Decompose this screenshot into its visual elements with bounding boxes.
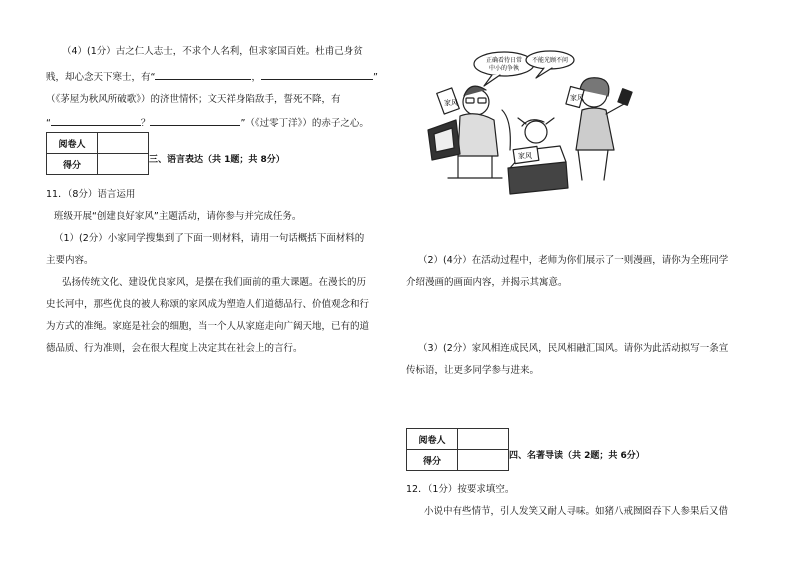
reader-label: 阅卷人	[47, 133, 98, 154]
q4-line-2-text: 贱，却心念天下寒士，有“	[46, 72, 156, 83]
box	[508, 162, 568, 194]
answer-blank-1[interactable]	[155, 70, 251, 80]
answer-blank-3[interactable]	[51, 116, 141, 126]
score-label: 得分	[407, 450, 458, 471]
score-value-cell[interactable]	[98, 154, 149, 175]
q11-intro: 班级开展“创建良好家风”主题活动，请你参与并完成任务。	[54, 211, 302, 222]
material-line-4: 德品质、行为准则，会在很大程度上决定其在社会上的言行。	[46, 343, 303, 354]
q4-comma: ，	[251, 72, 261, 83]
score-value-cell[interactable]	[458, 450, 509, 471]
material-line-1: 弘扬传统文化、建设优良家风，是摆在我们面前的重大课题。在漫长的历	[62, 277, 367, 288]
q4-close-quote: ”	[372, 72, 378, 83]
speech-bubble-left	[474, 52, 534, 76]
section-3-title: 三、语言表达（共 1题；共 8分）	[149, 155, 285, 165]
q4-question-mark: ？	[140, 118, 151, 129]
score-label: 得分	[47, 154, 98, 175]
q4-line-2	[46, 70, 378, 84]
q12-line-1: 小说中有些情节，引人发笑又耐人寻味。如猪八戒囫囵吞下人参果后又借	[424, 506, 729, 517]
q4-line-1: （4）(1分）古之仁人志士，不求个人名利，但求家国百姓。杜甫己身贫	[62, 46, 363, 57]
bubble-left-text-2: 中小的争執	[488, 65, 520, 72]
q11-2-line-1: （2）(4分）在活动过程中，老师为你们展示了一则漫画，请你为全班同学	[418, 255, 729, 266]
mallet-icon	[618, 89, 632, 106]
bubble-right-text: 不能光顾不问	[531, 57, 569, 64]
q4-line-4-tail: ”（《过零丁洋》）的赤子之心。	[240, 118, 369, 129]
q11-1-line-1: （1）(2分）小家同学搜集到了下面一则材料，请用一句话概括下面材料的	[54, 233, 365, 244]
bubble-left-text-1: 正确看待日常	[485, 57, 523, 64]
q11-1-line-2: 主要内容。	[46, 255, 94, 266]
boy-head	[525, 121, 547, 143]
q12-title: 12．（1分）按要求填空。	[406, 484, 515, 495]
section-4-title: 四、名著导读（共 2题；共 6分）	[509, 451, 645, 461]
reader-value-cell[interactable]	[458, 429, 509, 450]
q11-3-line-1: （3）(2分）家风相连成民风，民风相融汇国风。请你为此活动拟写一条宣	[418, 343, 729, 354]
q11-title: 11．（8分）语言运用	[46, 189, 136, 200]
material-line-2: 史长河中，那些优良的被人称颂的家风成为塑造人们道德品行、价值观念和行	[46, 299, 370, 310]
q11-3-line-2: 传标语，让更多同学参与进来。	[406, 365, 540, 376]
sign-left-text: 家风	[444, 99, 458, 107]
q4-open-quote: “	[46, 118, 51, 129]
q4-line-3: （《茅屋为秋风所破歌》）的济世情怀；文天祥身陷敌手，誓死不降，有	[46, 94, 341, 105]
q4-line-4	[46, 116, 369, 130]
answer-blank-4[interactable]	[150, 116, 240, 126]
reader-value-cell[interactable]	[98, 133, 149, 154]
answer-blank-2[interactable]	[261, 70, 373, 80]
score-box-section-4	[406, 428, 509, 471]
score-box-section-3	[46, 132, 149, 175]
sign-right-text: 家风	[570, 94, 584, 102]
material-line-3: 为方式的准绳。家庭是社会的细胞，当一个人从家庭走向广阔天地，已有的道	[46, 321, 370, 332]
q11-2-line-2: 介绍漫画的画面内容，并揭示其寓意。	[406, 277, 568, 288]
family-values-cartoon	[418, 50, 644, 206]
box-label-text: 家风	[518, 152, 532, 160]
reader-label: 阅卷人	[407, 429, 458, 450]
